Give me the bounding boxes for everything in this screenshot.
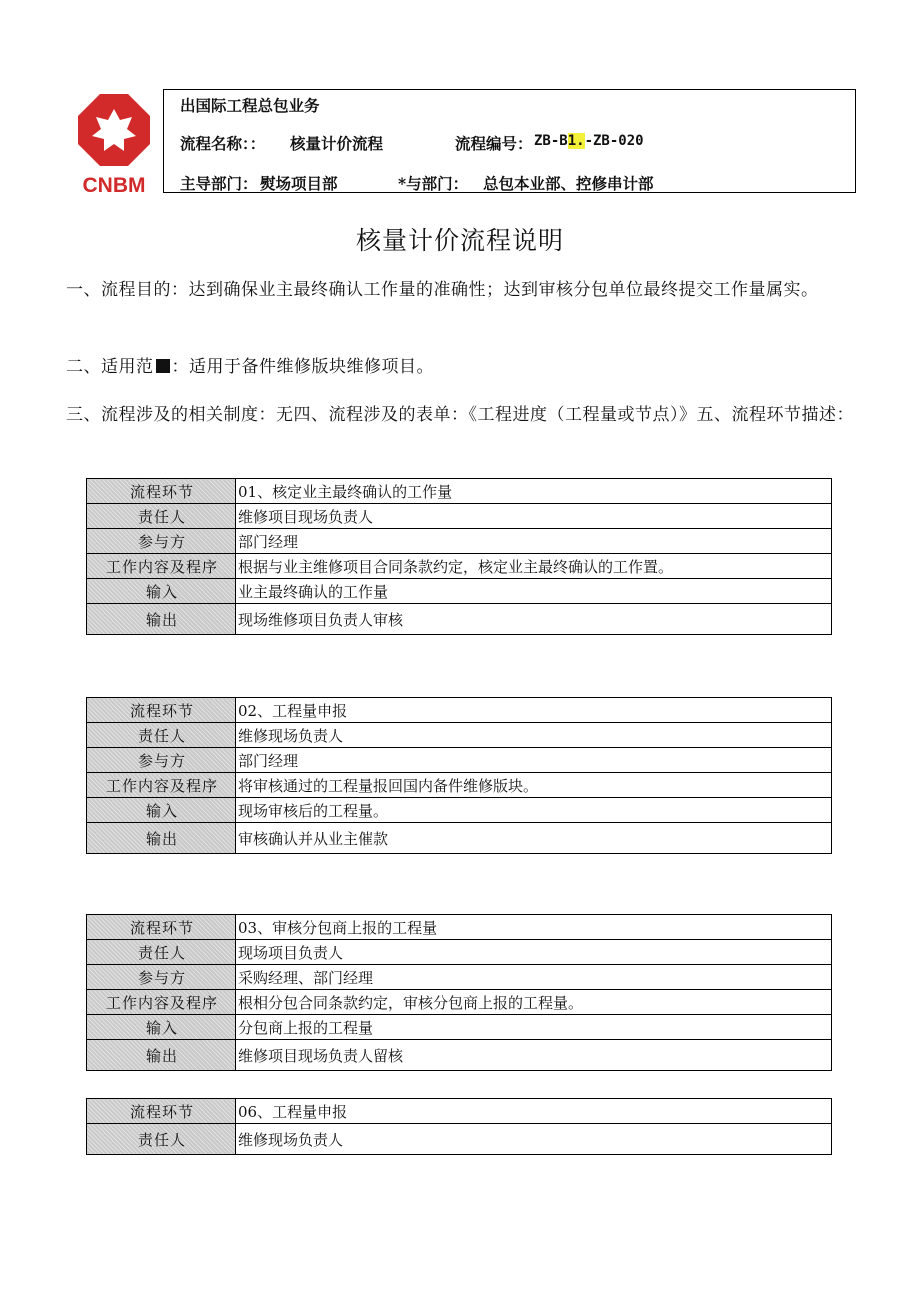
table-row — [87, 965, 832, 990]
table-row — [87, 1099, 832, 1124]
flow-no-part-a: ZB-B — [534, 133, 568, 149]
row-value: 将审核通过的工程量报回国内备件维修版块。 — [236, 773, 832, 798]
join-value: 总包本业部、控修串计部 — [483, 174, 654, 193]
row-value: 部门经理 — [236, 529, 832, 554]
flow-no — [534, 133, 644, 149]
dept-label: 主导部门： — [180, 174, 258, 193]
join-label: *与部门： — [398, 174, 469, 193]
row-value: 根相分包合同条款约定，审核分包商上报的工程量。 — [236, 990, 832, 1015]
dept-value: 熨场项目部 — [260, 174, 338, 193]
row-value: 部门经理 — [236, 748, 832, 773]
table-row — [87, 748, 832, 773]
process-step-table-03 — [86, 914, 832, 1071]
flow-no-highlight: 1. — [567, 133, 585, 149]
row-label: 责任人 — [87, 504, 236, 529]
table-row — [87, 504, 832, 529]
business-line: 出国际工程总包业务 — [180, 96, 320, 115]
row-value: 维修项目现场负责人 — [236, 504, 832, 529]
row-label: 参与方 — [87, 529, 236, 554]
row-label: 输出 — [87, 604, 236, 635]
process-step-table-06 — [86, 1098, 832, 1155]
table-row — [87, 554, 832, 579]
row-label: 流程环节 — [87, 479, 236, 504]
row-value: 分包商上报的工程量 — [236, 1015, 832, 1040]
table-row — [87, 723, 832, 748]
process-step-table-01 — [86, 478, 832, 635]
table-row — [87, 773, 832, 798]
row-value: 维修现场负责人 — [236, 723, 832, 748]
row-value: 现场项目负责人 — [236, 940, 832, 965]
row-label: 输出 — [87, 1040, 236, 1071]
row-value: 维修项目现场负责人留核 — [236, 1040, 832, 1071]
row-value: 01、核定业主最终确认的工作量 — [236, 479, 832, 504]
row-value: 采购经理、部门经理 — [236, 965, 832, 990]
table-row — [87, 1015, 832, 1040]
table-row — [87, 529, 832, 554]
row-label: 责任人 — [87, 940, 236, 965]
row-value: 06、工程量申报 — [236, 1099, 832, 1124]
row-value: 02、工程量申报 — [236, 698, 832, 723]
process-step-table-02 — [86, 697, 832, 854]
row-label: 流程环节 — [87, 698, 236, 723]
paragraph-forms: 三、流程涉及的相关制度：无四、流程涉及的表单：《工程进度（工程量或节点）》五、流程环节描述： — [66, 405, 854, 425]
row-value: 审核确认并从业主催款 — [236, 823, 832, 854]
paragraph-purpose: 一、流程目的：达到确保业主最终确认工作量的准确性；达到审核分包单位最终提交工作量属实。 — [66, 280, 819, 300]
row-value: 03、审核分包商上报的工程量 — [236, 915, 832, 940]
table-row — [87, 479, 832, 504]
scope-text-a: 二、适用范 — [66, 357, 154, 377]
row-label: 责任人 — [87, 1124, 236, 1155]
row-label: 流程环节 — [87, 915, 236, 940]
row-label: 输出 — [87, 823, 236, 854]
table-row — [87, 1124, 832, 1155]
row-value: 根据与业主维修项目合同条款约定，核定业主最终确认的工作置。 — [236, 554, 832, 579]
flow-no-label: 流程编号： — [455, 134, 533, 153]
table-row — [87, 1040, 832, 1071]
row-value: 现场维修项目负责人审核 — [236, 604, 832, 635]
row-label: 工作内容及程序 — [87, 554, 236, 579]
paragraph-scope — [66, 353, 856, 381]
table-row — [87, 823, 832, 854]
row-value: 业主最终确认的工作量 — [236, 579, 832, 604]
row-label: 工作内容及程序 — [87, 990, 236, 1015]
table-row — [87, 579, 832, 604]
table-row — [87, 798, 832, 823]
row-label: 工作内容及程序 — [87, 773, 236, 798]
table-row — [87, 940, 832, 965]
document-title: 核量计价流程说明 — [355, 226, 564, 255]
row-label: 输入 — [87, 798, 236, 823]
row-label: 流程环节 — [87, 1099, 236, 1124]
redaction-square-icon — [156, 359, 170, 373]
row-value: 维修现场负责人 — [236, 1124, 832, 1155]
row-label: 责任人 — [87, 723, 236, 748]
table-row — [87, 990, 832, 1015]
scope-text-b: ：适用于备件维修版块维修项目。 — [171, 357, 434, 377]
row-label: 参与方 — [87, 748, 236, 773]
cnbm-logo — [74, 90, 154, 202]
cnbm-emblem-icon — [74, 90, 154, 170]
row-label: 输入 — [87, 1015, 236, 1040]
flow-no-part-c: -ZB-020 — [584, 133, 644, 149]
flow-name-label: 流程名称：： — [180, 134, 266, 153]
table-row — [87, 604, 832, 635]
row-label: 参与方 — [87, 965, 236, 990]
table-row — [87, 915, 832, 940]
row-label: 输入 — [87, 579, 236, 604]
row-value: 现场审核后的工程量。 — [236, 798, 832, 823]
document-header — [163, 89, 856, 193]
flow-name: 核量计价流程 — [290, 134, 384, 153]
table-row — [87, 698, 832, 723]
logo-text: CNBM — [82, 174, 146, 197]
